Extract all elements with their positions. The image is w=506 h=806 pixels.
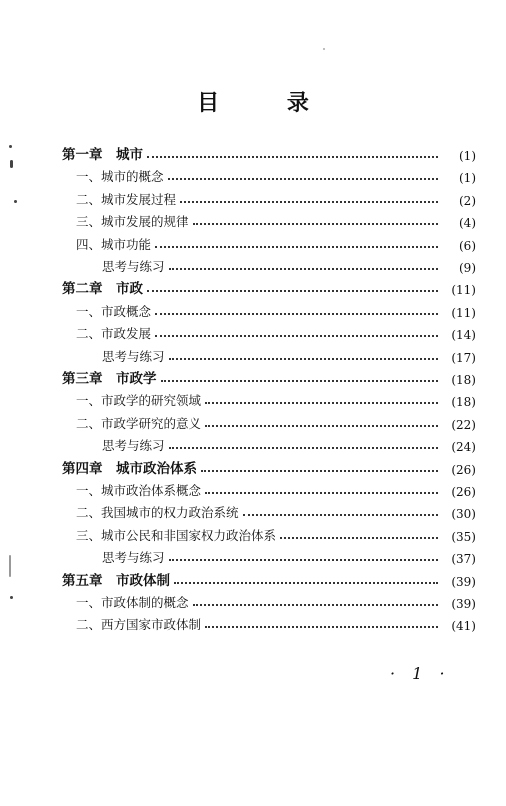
dot-leader [280, 537, 438, 539]
toc-entry-page: (17) [451, 350, 476, 365]
toc-entry-page: (1) [459, 149, 476, 163]
dot-leader [205, 425, 438, 427]
toc-entry [62, 255, 476, 275]
toc-entry [62, 524, 476, 544]
dot-leader [169, 358, 438, 360]
toc-entry-page: (30) [451, 507, 476, 522]
toc-entry-label: 二、市政学研究的意义 [76, 415, 202, 431]
toc-entry-page: (11) [451, 283, 476, 298]
dot-leader [169, 559, 438, 561]
toc-entry-label: 思考与练习 [102, 550, 165, 566]
toc-entry-label: 第三章 市政学 [62, 371, 157, 387]
toc-entry-label: 思考与练习 [102, 259, 165, 274]
toc-entry [62, 322, 476, 342]
toc-entry [62, 546, 476, 566]
toc-entry [62, 412, 476, 432]
scan-speck [323, 48, 325, 50]
toc-entry-page: (39) [451, 574, 476, 589]
dot-leader [243, 514, 438, 516]
scan-speck [9, 555, 11, 577]
dot-leader [155, 313, 438, 315]
toc-entry-label: 一、市政概念 [76, 303, 152, 319]
toc-chapter-entry [62, 569, 476, 589]
toc-entry-label: 思考与练习 [102, 438, 165, 454]
toc-chapter-entry [62, 143, 476, 163]
toc-entry-page: (24) [451, 440, 476, 455]
toc-entry-label: 二、西方国家市政体制 [76, 617, 202, 633]
dot-leader [155, 335, 438, 337]
dot-leader [205, 492, 438, 494]
toc-entry-label: 第五章 市政体制 [62, 572, 170, 589]
dot-leader [201, 470, 438, 472]
page-title: 目 录 [197, 90, 339, 116]
toc-chapter-entry [62, 367, 476, 387]
dot-leader [193, 604, 438, 606]
toc-entry-label: 二、我国城市的权力政治系统 [76, 505, 239, 521]
dot-leader [169, 447, 438, 449]
scan-speck [14, 200, 17, 203]
toc-entry-label: 第一章 城市 [62, 147, 143, 163]
dot-leader [147, 156, 438, 158]
toc-entry-page: (41) [451, 619, 476, 634]
toc-entry-page: (4) [459, 216, 476, 231]
toc-entry-label: 思考与练习 [102, 348, 165, 364]
dot-leader [205, 626, 438, 628]
toc-entry-page: (18) [451, 373, 476, 387]
dot-leader [205, 402, 438, 404]
toc-entry [62, 233, 476, 253]
toc-entry-page: (37) [451, 552, 476, 567]
toc-entry-page: (14) [451, 328, 476, 343]
dot-leader [161, 380, 439, 382]
toc-entry-page: (11) [451, 305, 476, 320]
toc-entry [62, 345, 476, 365]
toc-entry [62, 210, 476, 230]
page-number: · 1 · [390, 664, 451, 683]
toc-entry-page: (22) [451, 417, 476, 432]
dot-leader [193, 223, 438, 225]
toc-entry [62, 501, 476, 521]
toc-entry-page: (6) [459, 238, 476, 253]
toc-entry [62, 300, 476, 320]
toc-entry-label: 三、城市公民和非国家权力政治体系 [76, 527, 277, 543]
toc-entry-page: (26) [451, 485, 476, 499]
dot-leader [155, 246, 438, 248]
toc-chapter-entry [62, 277, 476, 297]
toc-entry-label: 三、城市发展的规律 [76, 214, 189, 230]
toc-entry-label: 一、市政体制的概念 [76, 595, 189, 610]
toc-entry-label: 一、城市的概念 [76, 169, 164, 185]
toc-entry-page: (1) [459, 171, 476, 186]
toc-entry-label: 第四章 城市政治体系 [62, 460, 197, 477]
toc-entry-label: 第二章 市政 [62, 281, 143, 298]
toc-entry [62, 389, 476, 409]
toc-entry [62, 613, 476, 633]
scan-speck [9, 145, 12, 148]
toc-entry [62, 188, 476, 208]
toc-entry-label: 一、市政学的研究领域 [76, 393, 202, 409]
toc-entry [62, 479, 476, 499]
toc-entry-page: (2) [459, 193, 476, 208]
toc-entry-page: (26) [451, 462, 476, 477]
toc-entry-page: (35) [451, 529, 476, 544]
dot-leader [180, 201, 438, 203]
toc-chapter-entry [62, 457, 476, 477]
dot-leader [147, 290, 438, 292]
scan-speck [10, 160, 13, 168]
toc-entry-label: 二、市政发展 [76, 326, 152, 342]
toc-entry [62, 591, 476, 611]
toc-entry-page: (39) [451, 597, 476, 611]
dot-leader [169, 268, 438, 270]
toc-entry-page: (9) [459, 261, 476, 275]
scan-speck [10, 596, 13, 599]
toc-entry-label: 二、城市发展过程 [76, 191, 177, 207]
toc-entry [62, 434, 476, 454]
toc-entry-label: 一、城市政治体系概念 [76, 483, 202, 498]
toc-entry-label: 四、城市功能 [76, 236, 152, 252]
dot-leader [174, 582, 438, 584]
toc-entry [62, 165, 476, 185]
toc-entry-page: (18) [451, 395, 476, 410]
dot-leader [168, 178, 438, 180]
